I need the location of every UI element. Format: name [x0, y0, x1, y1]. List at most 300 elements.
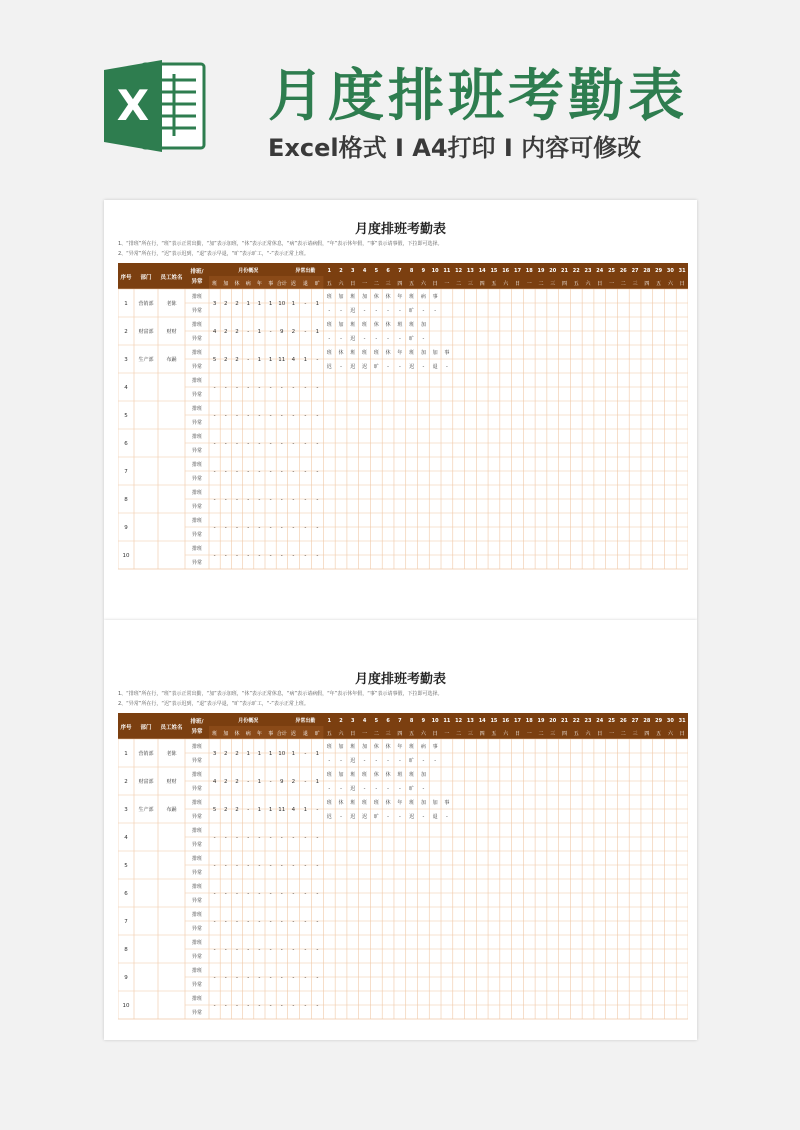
- cell-row-label: 异常: [191, 476, 203, 482]
- cell-stat: 11: [278, 357, 286, 363]
- cell-abn: -: [292, 469, 295, 475]
- cell-seq: 1: [124, 301, 128, 307]
- cell-schedule: 班: [397, 322, 403, 328]
- cell-abn: -: [316, 975, 319, 981]
- cell-abnormal: 迟: [362, 814, 368, 820]
- cell-abn: 2: [291, 329, 296, 335]
- cell-abnormal: -: [375, 308, 378, 314]
- header-day: 6: [386, 718, 390, 724]
- cell-abnormal: 迟: [350, 308, 356, 314]
- cell-stat: -: [224, 919, 227, 925]
- cell-stat: -: [236, 863, 238, 869]
- cell-stat: -: [269, 835, 272, 841]
- header-day: 1: [327, 718, 332, 724]
- header-day: 7: [398, 718, 402, 724]
- cell-schedule: 班: [409, 322, 415, 328]
- cell-schedule: 年: [397, 294, 403, 300]
- cell-stat: -: [269, 947, 272, 953]
- cell-stat: -: [224, 553, 227, 559]
- cell-abnormal: -: [398, 364, 401, 370]
- cell-stat: -: [247, 863, 250, 869]
- header-weekday: 日: [597, 731, 603, 737]
- header-abn-col: 退: [302, 731, 308, 737]
- cell-abnormal: -: [387, 814, 389, 820]
- header-stat-col: 年: [256, 281, 262, 287]
- cell-abnormal: 迟: [350, 364, 356, 370]
- header-weekday: 二: [538, 281, 544, 287]
- header-weekday: 五: [573, 731, 579, 737]
- cell-row-label: 排班: [191, 828, 203, 834]
- cell-schedule: 班: [409, 744, 415, 750]
- cell-stat: -: [280, 835, 283, 841]
- header-stat-col: 合计: [276, 281, 287, 287]
- header-day: 4: [362, 268, 367, 274]
- header-day: 19: [537, 268, 545, 274]
- cell-schedule: 班: [350, 744, 356, 750]
- header-day: 21: [561, 268, 568, 274]
- cell-abnormal: -: [363, 336, 366, 342]
- cell-stat: -: [213, 469, 216, 475]
- excel-logo-icon: [100, 56, 208, 156]
- cell-stat: -: [258, 525, 261, 531]
- cell-abn: 1: [291, 301, 296, 307]
- header-day: 4: [362, 718, 367, 724]
- cell-stat: -: [213, 441, 216, 447]
- cell-stat: -: [247, 329, 250, 335]
- cell-row-label: 异常: [191, 532, 203, 538]
- cell-seq: 6: [124, 891, 128, 897]
- cell-row-label: 排班: [191, 322, 203, 328]
- cell-stat: 9: [280, 329, 284, 335]
- cell-stat: -: [258, 553, 261, 559]
- cell-stat: -: [213, 835, 216, 841]
- header-weekday: 三: [550, 731, 556, 737]
- header-abn-col: 迟: [290, 281, 296, 287]
- header-day: 13: [466, 268, 474, 274]
- cell-schedule: 班: [326, 294, 332, 300]
- cell-row-label: 排班: [191, 462, 203, 468]
- cell-abn: -: [304, 329, 307, 335]
- cell-abn: 1: [315, 751, 320, 757]
- header-weekday: 四: [479, 731, 485, 737]
- header-dept: 部门: [140, 725, 152, 731]
- cell-abn: 4: [291, 357, 296, 363]
- cell-schedule: 班: [350, 322, 356, 328]
- cell-abn: -: [304, 891, 307, 897]
- cell-stat: -: [280, 385, 283, 391]
- cell-stat: 1: [257, 751, 262, 757]
- cell-abnormal: -: [375, 758, 378, 764]
- cell-seq: 10: [122, 553, 130, 559]
- cell-stat: -: [247, 385, 250, 391]
- cell-row-label: 排班: [191, 518, 203, 524]
- cell-stat: -: [213, 413, 216, 419]
- header-day: 22: [572, 718, 580, 724]
- cell-stat: 2: [224, 751, 228, 757]
- cell-seq: 9: [124, 975, 128, 981]
- cell-stat: -: [258, 891, 261, 897]
- table-header-bg: [118, 713, 688, 739]
- cell-row-label: 排班: [191, 884, 203, 890]
- cell-abn: -: [304, 441, 307, 447]
- cell-schedule: 休: [338, 350, 344, 356]
- cell-stat: 3: [212, 751, 217, 757]
- cell-stat: -: [213, 1003, 216, 1009]
- cell-stat: -: [269, 413, 272, 419]
- cell-stat: -: [236, 497, 238, 503]
- header-day: 15: [490, 718, 498, 724]
- header-day: 5: [374, 268, 379, 274]
- cell-stat: -: [269, 863, 272, 869]
- sheet-title: 月度排班考勤表: [354, 672, 446, 687]
- header-day: 10: [431, 718, 439, 724]
- cell-stat: -: [280, 413, 283, 419]
- cell-stat: -: [280, 863, 283, 869]
- header-day: 30: [666, 718, 674, 724]
- cell-stat: -: [258, 497, 261, 503]
- cell-row-label: 异常: [191, 982, 203, 988]
- cell-abnormal: 迟: [362, 364, 368, 370]
- cell-abnormal: 迟: [409, 814, 415, 820]
- cell-abnormal: -: [422, 364, 425, 370]
- cell-schedule: 休: [385, 294, 391, 300]
- cell-abn: -: [304, 779, 307, 785]
- cell-abnormal: 迟: [326, 814, 332, 820]
- cell-stat: -: [213, 497, 216, 503]
- cell-schedule: 班: [362, 800, 368, 806]
- cell-schedule: 休: [385, 744, 391, 750]
- cell-stat: -: [236, 441, 238, 447]
- cell-stat: -: [236, 947, 238, 953]
- cell-stat: 5: [212, 357, 217, 363]
- cell-abnormal: -: [387, 364, 389, 370]
- cell-abn: -: [304, 413, 307, 419]
- header-name: 员工姓名: [160, 725, 183, 731]
- cell-row-label: 排班: [191, 490, 203, 496]
- cell-abn: -: [316, 385, 319, 391]
- cell-row-label: 异常: [191, 814, 203, 820]
- cell-abnormal: 旷: [409, 308, 415, 314]
- header-weekday: 二: [456, 281, 462, 287]
- header-day: 18: [525, 718, 533, 724]
- header-weekday: 六: [420, 281, 426, 287]
- cell-schedule: 年: [397, 350, 403, 356]
- cell-abn: -: [304, 751, 307, 757]
- cell-stat: -: [213, 919, 216, 925]
- cell-row-label: 异常: [191, 504, 203, 510]
- cell-name: 财财: [166, 329, 177, 335]
- cell-abn: -: [316, 835, 319, 841]
- cell-stat: -: [213, 975, 216, 981]
- cell-stat: -: [269, 891, 272, 897]
- cell-stat: -: [269, 329, 272, 335]
- cell-schedule: 事: [432, 294, 438, 300]
- sheet-page-2: [104, 620, 697, 1040]
- cell-stat: -: [247, 469, 250, 475]
- cell-schedule: 加: [362, 294, 368, 300]
- cell-row-label: 排班: [191, 434, 203, 440]
- cell-abnormal: 迟: [350, 786, 356, 792]
- header-weekday: 六: [585, 281, 591, 287]
- cell-row-label: 排班: [191, 772, 203, 778]
- cell-abn: -: [304, 919, 307, 925]
- cell-abn: -: [316, 891, 319, 897]
- cell-abnormal: -: [398, 758, 401, 764]
- logo-letter: X: [116, 81, 150, 130]
- cell-stat: -: [269, 525, 272, 531]
- header-abn-col: 退: [302, 281, 308, 287]
- cell-stat: -: [224, 975, 227, 981]
- cell-stat: -: [258, 975, 261, 981]
- header-type: 排班/: [190, 719, 204, 725]
- cell-stat: -: [280, 975, 283, 981]
- cell-stat: -: [224, 385, 227, 391]
- cell-abnormal: -: [363, 308, 366, 314]
- cell-abn: -: [292, 413, 295, 419]
- header-day: 13: [466, 718, 474, 724]
- cell-abnormal: 退: [432, 814, 438, 820]
- cell-stat: -: [269, 469, 272, 475]
- cell-stat: -: [258, 413, 261, 419]
- cell-row-label: 排班: [191, 294, 203, 300]
- cell-seq: 5: [124, 413, 128, 419]
- cell-stat: 1: [257, 357, 262, 363]
- cell-row-label: 异常: [191, 786, 203, 792]
- header-weekday: 三: [632, 731, 638, 737]
- cell-stat: 2: [235, 779, 239, 785]
- cell-stat: 2: [224, 807, 228, 813]
- attendance-table: [118, 713, 688, 1021]
- cell-schedule: 事: [432, 744, 438, 750]
- cell-schedule: 班: [373, 800, 379, 806]
- header-day: 14: [478, 268, 486, 274]
- header-month-stats: 月份概况: [238, 268, 259, 274]
- cell-abnormal: 迟: [409, 364, 415, 370]
- cell-seq: 4: [124, 835, 128, 841]
- cell-stat: -: [280, 947, 283, 953]
- cell-abn: 1: [303, 807, 308, 813]
- header-seq: 序号: [120, 725, 132, 731]
- header-weekday: 六: [503, 281, 509, 287]
- cell-stat: -: [258, 947, 261, 953]
- cell-schedule: 加: [362, 744, 368, 750]
- cell-abnormal: -: [340, 308, 342, 314]
- cell-stat: -: [258, 863, 261, 869]
- cell-abn: -: [292, 385, 295, 391]
- header-weekday: 日: [679, 731, 685, 737]
- header-weekday: 日: [597, 281, 603, 287]
- cell-row-label: 排班: [191, 968, 203, 974]
- header-weekday: 四: [561, 731, 568, 737]
- header-weekday: 六: [338, 281, 344, 287]
- cell-name: 老陈: [166, 301, 177, 307]
- cell-abn: 1: [315, 779, 320, 785]
- cell-row-label: 异常: [191, 1010, 203, 1016]
- cell-stat: 1: [268, 357, 273, 363]
- cell-stat: -: [213, 385, 216, 391]
- cell-stat: -: [247, 891, 250, 897]
- cell-schedule: 休: [385, 800, 391, 806]
- header-weekday: 三: [385, 281, 391, 287]
- header-weekday: 日: [432, 281, 438, 287]
- cell-seq: 2: [124, 779, 128, 785]
- cell-abn: -: [304, 469, 307, 475]
- header-weekday: 日: [350, 731, 356, 737]
- header-weekday: 二: [373, 731, 379, 737]
- header-day: 5: [374, 718, 379, 724]
- cell-stat: -: [236, 975, 238, 981]
- cell-schedule: 休: [338, 800, 344, 806]
- header-weekday: 日: [679, 281, 685, 287]
- header-stat-col: 病: [245, 731, 251, 737]
- cell-row-label: 异常: [191, 758, 203, 764]
- sheet-page-1: [104, 200, 697, 620]
- cell-stat: -: [247, 1003, 250, 1009]
- cell-dept: 营销部: [138, 301, 154, 307]
- cell-abnormal: -: [422, 758, 425, 764]
- header-day: 12: [455, 268, 463, 274]
- cell-abn: -: [304, 301, 307, 307]
- cell-abn: -: [316, 863, 319, 869]
- header-day: 26: [619, 718, 627, 724]
- cell-seq: 3: [124, 357, 128, 363]
- cell-abn: 1: [315, 301, 320, 307]
- cell-schedule: 年: [397, 744, 403, 750]
- cell-row-label: 排班: [191, 940, 203, 946]
- header-dept: 部门: [140, 275, 152, 281]
- cell-stat: 1: [268, 807, 273, 813]
- cell-stat: -: [258, 469, 261, 475]
- cell-abn: -: [316, 525, 319, 531]
- cell-row-label: 排班: [191, 350, 203, 356]
- cell-abnormal: -: [387, 786, 389, 792]
- cell-stat: -: [247, 779, 250, 785]
- cell-name: 老陈: [166, 751, 177, 757]
- cell-schedule: 病: [420, 744, 426, 750]
- header-type: 排班/: [190, 269, 204, 275]
- cell-schedule: 班: [362, 350, 368, 356]
- header-type-2: 异常: [191, 279, 203, 285]
- cell-stat: -: [224, 863, 227, 869]
- cell-abnormal: -: [375, 336, 378, 342]
- banner: [0, 0, 800, 200]
- header-weekday: 日: [514, 731, 520, 737]
- cell-schedule: 加: [420, 322, 426, 328]
- cell-stat: -: [236, 469, 238, 475]
- cell-stat: -: [213, 863, 216, 869]
- header-day: 31: [678, 268, 686, 274]
- cell-seq: 10: [122, 1003, 130, 1009]
- cell-row-label: 排班: [191, 406, 203, 412]
- cell-schedule: 班: [409, 800, 415, 806]
- cell-schedule: 班: [326, 322, 332, 328]
- cell-stat: -: [213, 947, 216, 953]
- cell-abnormal: -: [375, 786, 378, 792]
- cell-stat: 1: [257, 779, 262, 785]
- cell-schedule: 班: [350, 800, 356, 806]
- cell-stat: 2: [235, 807, 239, 813]
- header-weekday: 四: [561, 281, 568, 287]
- cell-abnormal: -: [422, 786, 425, 792]
- cell-row-label: 异常: [191, 560, 203, 566]
- cell-schedule: 班: [362, 772, 368, 778]
- header-day: 27: [631, 268, 639, 274]
- cell-abn: 2: [291, 779, 296, 785]
- cell-stat: -: [224, 835, 227, 841]
- cell-abnormal: 退: [432, 364, 438, 370]
- cell-abnormal: -: [398, 336, 401, 342]
- cell-abnormal: -: [340, 814, 342, 820]
- header-day: 8: [409, 268, 414, 274]
- header-weekday: 五: [491, 281, 497, 287]
- cell-schedule: 加: [338, 744, 344, 750]
- header-weekday: 一: [444, 731, 450, 737]
- header-weekday: 六: [667, 281, 673, 287]
- cell-abnormal: 旷: [409, 336, 415, 342]
- header-abnormal-stats: 异常出勤: [295, 718, 316, 724]
- cell-abnormal: -: [387, 308, 389, 314]
- header-day: 23: [584, 268, 592, 274]
- cell-schedule: 班: [409, 350, 415, 356]
- header-day: 21: [561, 718, 568, 724]
- header-weekday: 三: [467, 281, 473, 287]
- cell-stat: 1: [257, 329, 262, 335]
- header-weekday: 五: [409, 281, 415, 287]
- header-weekday: 六: [338, 731, 344, 737]
- cell-abn: -: [316, 553, 319, 559]
- cell-row-label: 排班: [191, 744, 203, 750]
- cell-abnormal: -: [363, 786, 366, 792]
- cell-schedule: 加: [432, 800, 438, 806]
- cell-stat: 1: [268, 301, 273, 307]
- header-weekday: 五: [573, 281, 579, 287]
- table-header-bg: [118, 263, 688, 289]
- cell-abnormal: -: [340, 786, 342, 792]
- cell-abn: -: [304, 975, 307, 981]
- cell-stat: -: [247, 441, 250, 447]
- cell-stat: 1: [268, 751, 273, 757]
- cell-seq: 8: [124, 497, 128, 503]
- cell-stat: 9: [280, 779, 284, 785]
- cell-stat: 2: [235, 751, 239, 757]
- header-weekday: 六: [503, 731, 509, 737]
- cell-stat: -: [247, 807, 250, 813]
- cell-schedule: 班: [326, 744, 332, 750]
- cell-abnormal: -: [398, 814, 401, 820]
- header-weekday: 四: [644, 281, 650, 287]
- cell-stat: -: [213, 525, 216, 531]
- cell-stat: -: [280, 441, 283, 447]
- cell-row-label: 异常: [191, 364, 203, 370]
- cell-abnormal: -: [398, 308, 401, 314]
- cell-stat: -: [269, 553, 272, 559]
- cell-stat: -: [269, 441, 272, 447]
- header-day: 20: [549, 268, 557, 274]
- cell-abn: -: [292, 975, 295, 981]
- cell-row-label: 排班: [191, 378, 203, 384]
- cell-stat: -: [236, 891, 238, 897]
- cell-stat: 2: [224, 329, 228, 335]
- header-weekday: 六: [420, 731, 426, 737]
- header-day: 25: [608, 718, 616, 724]
- cell-row-label: 排班: [191, 912, 203, 918]
- cell-schedule: 事: [444, 350, 450, 356]
- header-day: 31: [678, 718, 686, 724]
- cell-abnormal: -: [445, 814, 448, 820]
- cell-stat: 1: [257, 807, 262, 813]
- cell-schedule: 班: [362, 322, 368, 328]
- cell-stat: -: [269, 779, 272, 785]
